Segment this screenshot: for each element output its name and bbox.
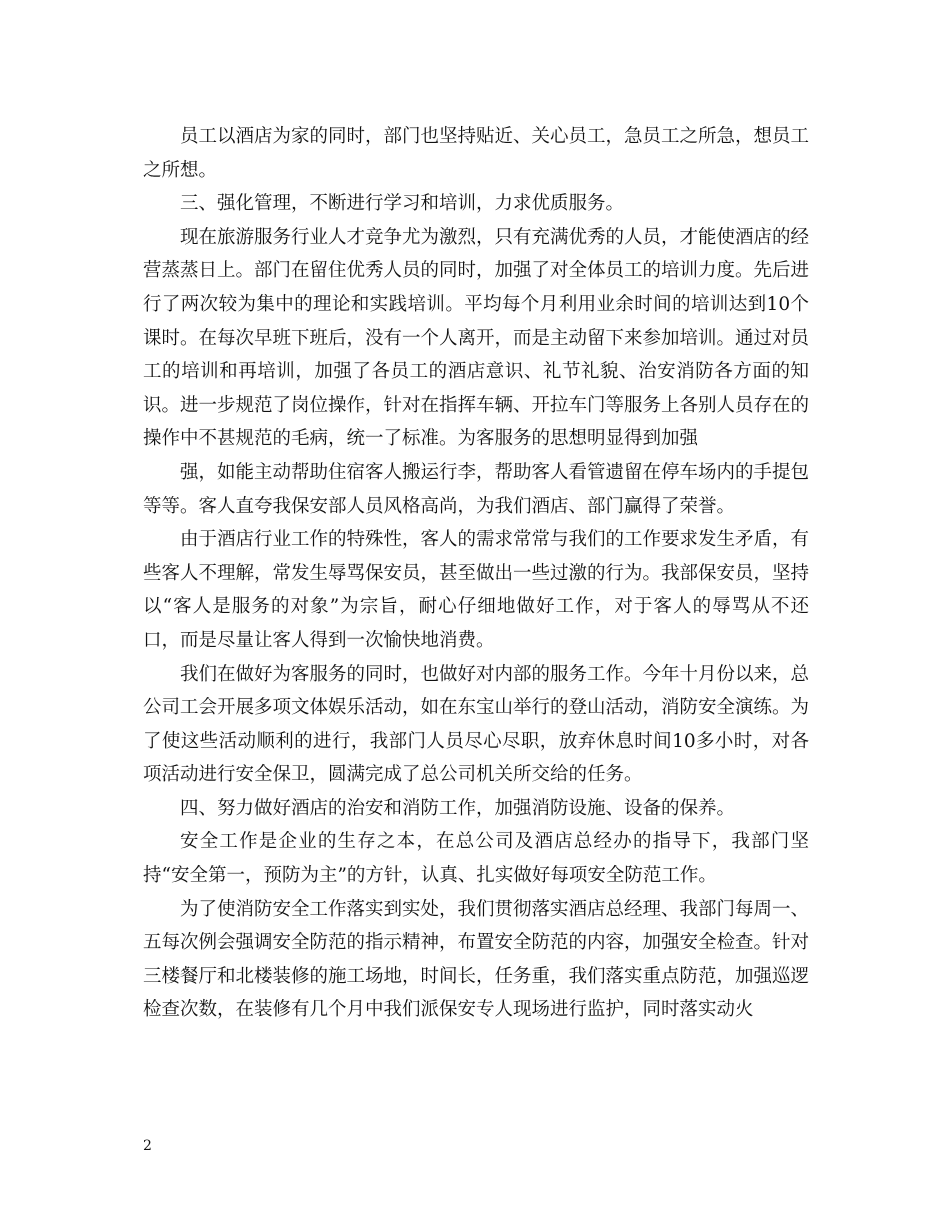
- document-body: [143, 120, 809, 1027]
- paragraph-4: 强，如能主动帮助住宿客人搬运行李，帮助客人看管遗留在停车场内的手提包等等。客人直夸我保安部人员风格高尚，为我们酒店、部门赢得了荣誉。: [143, 461, 810, 517]
- paragraph-6: 我们在做好为客服务的同时，也做好对内部的服务工作。今年十月份以来，总公司工会开展多项文体娱乐活动，如在东宝山举行的登山活动，消防安全演练。为了使这些活动顺利的进行，我部门人员尽心尽职，放弃休息时间10多小时，对各项活动进行安全保卫，圆满完成了总公司机关所交给的任务。: [143, 663, 810, 786]
- paragraph-3: 现在旅游服务行业人才竞争尤为激烈，只有充满优秀的人员，才能使酒店的经营蒸蒸日上。部门在留住优秀人员的同时，加强了对全体员工的培训力度。先后进行了两次较为集中的理论和实践培训。平均每个月利用业余时间的培训达到10个课时。在每次早班下班后，没有一个人离开，而是主动留下来参加培训。通过对员工的培训和再培训，加强了各员工的酒店意识、礼节礼貌、治安消防各方面的知识。进一步规范了岗位操作，针对在指挥车辆、开拉车门等服务上各别人员存在的操作中不甚规范的毛病，统一了标准。为客服务的思想明显得到加强: [143, 226, 810, 450]
- paragraph-7-heading: 四、努力做好酒店的治安和消防工作，加强消防设施、设备的保养。: [180, 797, 736, 819]
- paragraph-8: 安全工作是企业的生存之本，在总公司及酒店总经办的指导下，我部门坚持“安全第一，预防为主”的方针，认真、扎实做好每项安全防范工作。: [143, 831, 809, 887]
- paragraph-1: 员工以酒店为家的同时，部门也坚持贴近、关心员工，急员工之所急，想员工之所想。: [143, 126, 810, 181]
- paragraph-2-heading: 三、强化管理，不断进行学习和培训，力求优质服务。: [180, 193, 625, 215]
- paragraph-9: 为了使消防安全工作落实到实处，我们贯彻落实酒店总经理、我部门每周一、五每次例会强调安全防范的指示精神，布置安全防范的内容，加强安全检查。针对三楼餐厅和北楼装修的施工场地，时间长，任务重，我们落实重点防范，加强巡逻检查次数，在装修有几个月中我们派保安专人现场进行监护，同时落实动火: [143, 898, 810, 1021]
- page-number: 2: [143, 1138, 152, 1154]
- paragraph-5: 由于酒店行业工作的特殊性，客人的需求常常与我们的工作要求发生矛盾，有些客人不理解，常发生辱骂保安员，甚至做出一些过激的行为。我部保安员，坚持以“客人是服务的对象”为宗旨，耐心仔细地做好工作，对于客人的辱骂从不还口，而是尽量让客人得到一次愉快地消费。: [143, 529, 810, 651]
